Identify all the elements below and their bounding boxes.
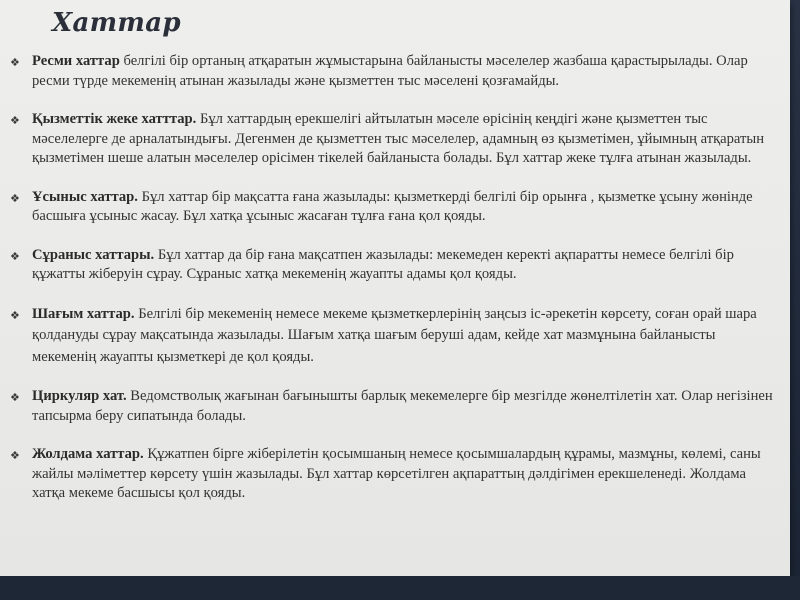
list-item-cover-letters	[8, 445, 776, 504]
list-item-request-letters	[8, 246, 776, 285]
slide-title: Хаттар	[52, 8, 181, 38]
item-term: Ресми хаттар	[32, 53, 120, 69]
list-item-recommendation-letters	[8, 188, 776, 227]
item-term: Ұсыныс хаттар.	[32, 188, 138, 205]
item-text: Бұл хаттар бір мақсатта ғана жазылады: қызметкерді белгілі бір орынға , қызметке ұсыну жөнінде басшыға ұсыныс жасау. Бұл хатқа ұсыныс жасаған тұлға ғана қол қояды.	[32, 188, 753, 224]
diamond-bullet-icon: ❖	[10, 308, 20, 322]
diamond-bullet-icon: ❖	[10, 56, 20, 69]
list-item-circular-letter	[8, 387, 776, 426]
item-text: Бұл хаттар да бір ғана мақсатпен жазылады: мекемеден керекті ақпаратты немесе белгілі бір құжатты жіберуін сұрау. Сұраныс хатқа мекеменің жауапты адамы қол қояды.	[32, 246, 734, 282]
item-term: Циркуляр хат.	[32, 388, 127, 404]
diamond-bullet-icon: ❖	[10, 449, 20, 462]
item-term: Жолдама хаттар.	[32, 446, 144, 462]
list-item-official-letters	[8, 52, 776, 91]
list-item-complaint-letters	[8, 304, 776, 369]
diamond-bullet-icon: ❖	[10, 391, 20, 404]
item-text: белгілі бір ортаның атқаратын жұмыстарына байланысты мәселелер жазбаша қарастырылады. Олар ресми түрде мекеменің атынан жазылады және қызметтен тыс мәселені қозғамайды.	[32, 53, 748, 89]
diamond-bullet-icon: ❖	[10, 191, 20, 205]
item-text: Ведомстволық жағынан бағынышты барлық мекемелерге бір мезгілде жөнелтілетін хат. Олар негізінен тапсырма беру сипатында болады.	[32, 388, 773, 424]
bottom-background-strip	[0, 576, 800, 600]
item-term: Сұраныс хаттары.	[32, 246, 155, 263]
item-text: Бұл хаттардың ерекшелігі айтылатын мәселе өрісінің кеңдігі және қызметтен тыс мәселелерге де арналатындығы. Дегенмен де қызметтен тыс мәселелер, адамның өз қызметімен, ұйымның атқаратын қызметімен шеше алатын мәселелер орісімен тікелей байланыста болады. Бұл хаттар жеке тұлға атынан жазылады.	[32, 111, 765, 166]
item-term: Қызметтік жеке хатттар.	[32, 111, 197, 127]
diamond-bullet-icon: ❖	[10, 114, 20, 127]
letters-list	[8, 52, 776, 523]
item-text: Құжатпен бірге жіберілетін қосымшаның немесе қосымшалардың құрамы, мазмұны, көлемі, саны жайлы мәліметтер көрсету үшін жазылады. Бұл хаттар көрсетілген ақпараттың дәлдігімен ерекшеленеді. Жолдама хатқа мекеме басшысы қол қояды.	[32, 446, 761, 501]
list-item-service-personal-letters	[8, 110, 776, 169]
diamond-bullet-icon: ❖	[10, 249, 20, 263]
item-text: Белгілі бір мекеменің немесе мекеме қызметкерлерінің заңсыз іс-әрекетін көрсету, соған орай шара қолдануды сұрау мақсатында жазылады. Шағым хатқа шағым беруші адам, кейде хат мазмұнына байланысты мекеменің жауапты қызметкері де қол қояды.	[32, 305, 757, 365]
item-term: Шағым хаттар.	[32, 305, 135, 322]
